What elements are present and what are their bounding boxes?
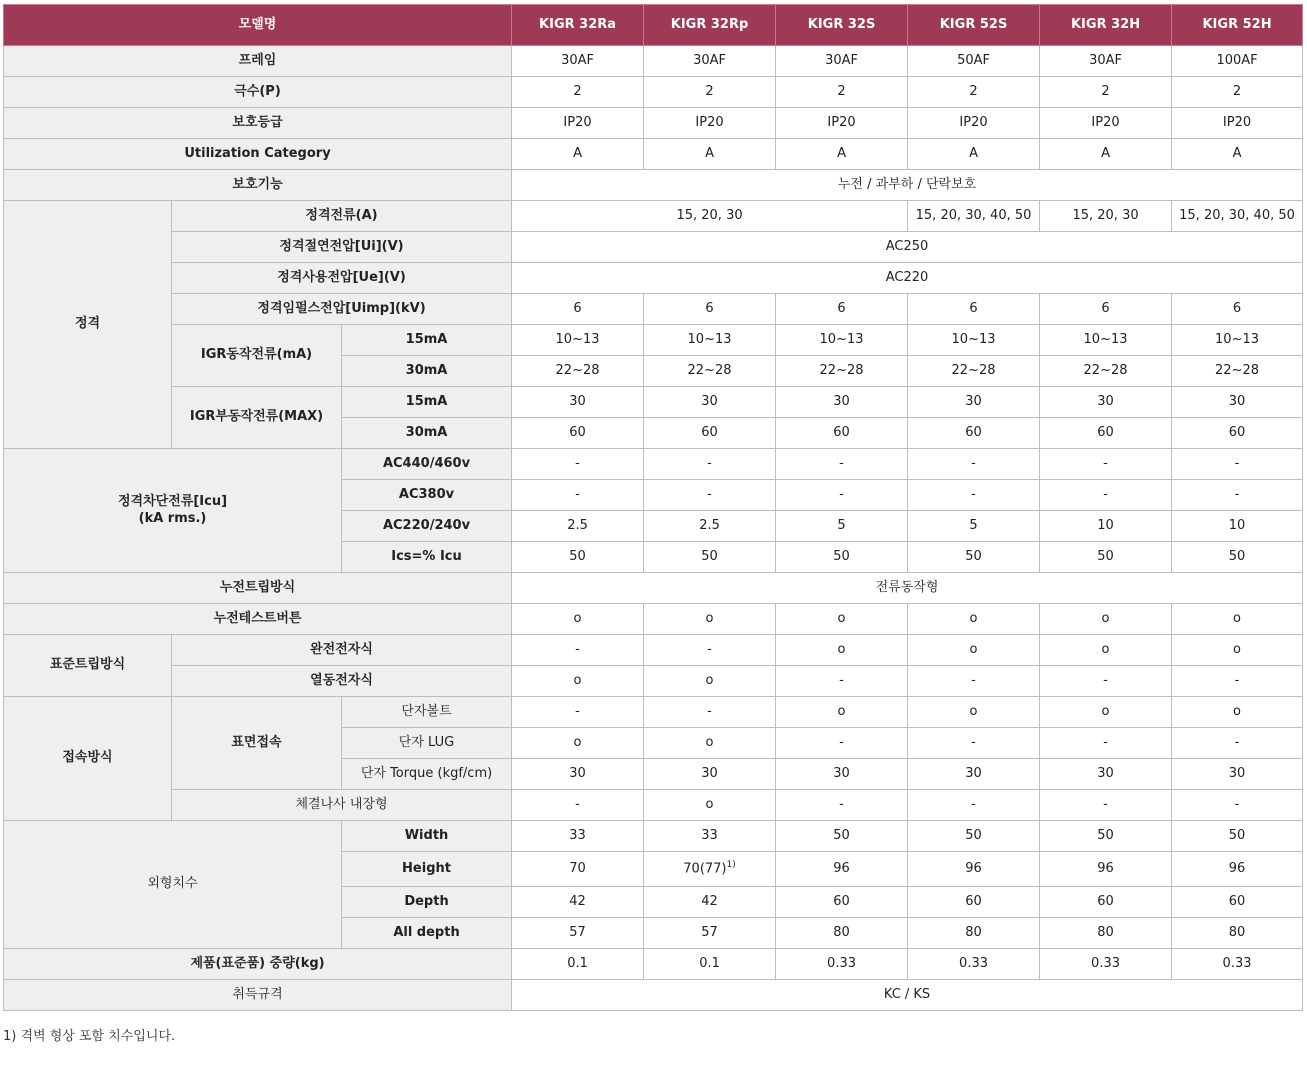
cell: IP20 [1040, 108, 1172, 139]
cell: 30AF [512, 46, 644, 77]
cell: o [1172, 697, 1303, 728]
cell: 30 [908, 387, 1040, 418]
cell: 2.5 [644, 511, 776, 542]
row-screw [4, 790, 1303, 821]
cell: - [644, 697, 776, 728]
cell: - [512, 790, 644, 821]
cell: - [1172, 449, 1303, 480]
cell: 60 [776, 418, 908, 449]
cell: o [512, 728, 644, 759]
cell: 80 [1172, 918, 1303, 949]
cell: 0.33 [1040, 949, 1172, 980]
group-label-connection: 접속방식 [4, 697, 172, 821]
cell: - [776, 480, 908, 511]
cell: 10 [1040, 511, 1172, 542]
row-label: Width [342, 821, 512, 852]
row-utilization [4, 139, 1303, 170]
cell: 15, 20, 30, 40, 50 [908, 201, 1040, 232]
header-model: KIGR 52S [908, 5, 1040, 46]
cell: 2.5 [512, 511, 644, 542]
cell: A [644, 139, 776, 170]
cell: o [1172, 604, 1303, 635]
row-label: 취득규격 [4, 980, 512, 1011]
cell: 전류동작형 [512, 573, 1303, 604]
row-label: 보호등급 [4, 108, 512, 139]
cell: o [1040, 635, 1172, 666]
row-label: 30mA [342, 418, 512, 449]
cell: o [644, 666, 776, 697]
row-protection-function [4, 170, 1303, 201]
cell: 30 [1040, 387, 1172, 418]
group-label-breaking [4, 449, 342, 573]
cell: 50AF [908, 46, 1040, 77]
cell: o [908, 697, 1040, 728]
header-model: KIGR 32S [776, 5, 908, 46]
cell: 10~13 [644, 325, 776, 356]
row-label: Ics=% Icu [342, 542, 512, 573]
header-model-label: 모델명 [4, 5, 512, 46]
row-certification [4, 980, 1303, 1011]
cell: 15, 20, 30 [1040, 201, 1172, 232]
cell: 70 [512, 852, 644, 887]
cell: 57 [644, 918, 776, 949]
cell: - [1040, 790, 1172, 821]
cell: 42 [644, 887, 776, 918]
cell: AC220 [512, 263, 1303, 294]
cell: 60 [644, 418, 776, 449]
row-label: 누전트립방식 [4, 573, 512, 604]
cell: - [512, 635, 644, 666]
cell: - [908, 449, 1040, 480]
group-label-rating: 정격 [4, 201, 172, 449]
row-label: 프레임 [4, 46, 512, 77]
cell: 50 [776, 821, 908, 852]
cell: 50 [1172, 542, 1303, 573]
cell: 6 [776, 294, 908, 325]
row-label: AC440/460v [342, 449, 512, 480]
cell: 10 [1172, 511, 1303, 542]
footnote-marker: 1) [726, 860, 736, 871]
group-label-dimensions: 외형치수 [4, 821, 342, 949]
cell: 2 [1040, 77, 1172, 108]
row-label: 체결나사 내장형 [172, 790, 512, 821]
cell: IP20 [512, 108, 644, 139]
cell: 0.1 [512, 949, 644, 980]
cell: 22~28 [776, 356, 908, 387]
row-label: 단자 LUG [342, 728, 512, 759]
cell: A [1040, 139, 1172, 170]
cell: 10~13 [776, 325, 908, 356]
cell: 30 [512, 759, 644, 790]
cell: 50 [1040, 821, 1172, 852]
row-leak-trip [4, 573, 1303, 604]
row-label: Height [342, 852, 512, 887]
cell: - [1172, 790, 1303, 821]
cell: 6 [1040, 294, 1172, 325]
cell: 0.33 [776, 949, 908, 980]
cell: - [776, 790, 908, 821]
cell: - [908, 480, 1040, 511]
cell: 30 [1172, 387, 1303, 418]
cell: - [644, 449, 776, 480]
header-row [4, 5, 1303, 46]
cell: IP20 [644, 108, 776, 139]
cell: o [776, 604, 908, 635]
cell: - [1040, 666, 1172, 697]
row-label: 완전전자식 [172, 635, 512, 666]
row-label: 30mA [342, 356, 512, 387]
row-label: 단자볼트 [342, 697, 512, 728]
row-width [4, 821, 1303, 852]
row-label: All depth [342, 918, 512, 949]
cell: o [1172, 635, 1303, 666]
cell: 22~28 [512, 356, 644, 387]
row-weight [4, 949, 1303, 980]
cell: 15, 20, 30 [512, 201, 908, 232]
cell: 30AF [1040, 46, 1172, 77]
cell: 10~13 [908, 325, 1040, 356]
row-label: Depth [342, 887, 512, 918]
cell: - [1172, 666, 1303, 697]
cell: o [776, 635, 908, 666]
row-label: 단자 Torque (kgf/cm) [342, 759, 512, 790]
row-label: 정격임펄스전압[Uimp](kV) [172, 294, 512, 325]
row-protection-grade [4, 108, 1303, 139]
header-model: KIGR 32Ra [512, 5, 644, 46]
cell: 30 [1172, 759, 1303, 790]
cell: 30AF [776, 46, 908, 77]
cell: 80 [1040, 918, 1172, 949]
row-label: 보호기능 [4, 170, 512, 201]
cell: 30 [908, 759, 1040, 790]
cell: 100AF [1172, 46, 1303, 77]
cell: 22~28 [908, 356, 1040, 387]
cell: 6 [908, 294, 1040, 325]
cell: IP20 [776, 108, 908, 139]
cell: 96 [776, 852, 908, 887]
cell: 30 [1040, 759, 1172, 790]
cell: 30AF [644, 46, 776, 77]
cell: - [908, 666, 1040, 697]
cell: 33 [644, 821, 776, 852]
cell: 2 [776, 77, 908, 108]
cell: 10~13 [512, 325, 644, 356]
row-label: 15mA [342, 387, 512, 418]
cell: 60 [908, 418, 1040, 449]
cell: 30 [776, 759, 908, 790]
group-label-std-trip: 표준트립방식 [4, 635, 172, 697]
row-label: 15mA [342, 325, 512, 356]
row-ue [4, 263, 1303, 294]
cell: - [644, 635, 776, 666]
cell: IP20 [1172, 108, 1303, 139]
cell: o [1040, 604, 1172, 635]
cell: o [908, 635, 1040, 666]
cell: 50 [644, 542, 776, 573]
cell: 22~28 [644, 356, 776, 387]
cell: - [1172, 728, 1303, 759]
row-frame [4, 46, 1303, 77]
cell: 60 [776, 887, 908, 918]
cell: 30 [776, 387, 908, 418]
row-igr-nonop-15 [4, 387, 1303, 418]
cell: - [1040, 449, 1172, 480]
cell: o [512, 604, 644, 635]
cell: o [1040, 697, 1172, 728]
cell: A [908, 139, 1040, 170]
row-label: 정격절연전압[Ui](V) [172, 232, 512, 263]
cell: 80 [908, 918, 1040, 949]
footnote: 1) 격벽 형상 포함 치수입니다. [3, 1029, 176, 1044]
row-label: AC380v [342, 480, 512, 511]
cell: 2 [512, 77, 644, 108]
header-model: KIGR 52H [1172, 5, 1303, 46]
cell: o [644, 604, 776, 635]
cell: 5 [908, 511, 1040, 542]
cell: - [1172, 480, 1303, 511]
row-bolt [4, 697, 1303, 728]
cell: - [908, 790, 1040, 821]
cell: 2 [1172, 77, 1303, 108]
cell: - [776, 449, 908, 480]
cell: 60 [908, 887, 1040, 918]
row-igr-op-15 [4, 325, 1303, 356]
row-ac440 [4, 449, 1303, 480]
row-rated-current [4, 201, 1303, 232]
cell: 30 [644, 759, 776, 790]
cell-value: 70(77) [683, 861, 727, 877]
cell: 60 [1172, 418, 1303, 449]
cell: 누전 / 과부하 / 단락보호 [512, 170, 1303, 201]
cell: 50 [908, 821, 1040, 852]
row-label: 정격전류(A) [172, 201, 512, 232]
row-label: 극수(P) [4, 77, 512, 108]
cell: - [512, 449, 644, 480]
cell: 0.33 [908, 949, 1040, 980]
cell: 50 [1040, 542, 1172, 573]
breaking-label-line2: (kA rms.) [138, 510, 207, 526]
cell: 60 [1172, 887, 1303, 918]
cell: A [512, 139, 644, 170]
cell: - [512, 480, 644, 511]
cell: 15, 20, 30, 40, 50 [1172, 201, 1303, 232]
cell: 5 [776, 511, 908, 542]
cell: 50 [512, 542, 644, 573]
cell: - [1040, 728, 1172, 759]
cell: o [644, 728, 776, 759]
cell: 6 [512, 294, 644, 325]
row-label: 제품(표준품) 중량(kg) [4, 949, 512, 980]
cell: 6 [644, 294, 776, 325]
cell: 50 [776, 542, 908, 573]
cell [644, 852, 776, 887]
row-label: Utilization Category [4, 139, 512, 170]
cell: AC250 [512, 232, 1303, 263]
row-electronic [4, 635, 1303, 666]
cell: 33 [512, 821, 644, 852]
cell: o [644, 790, 776, 821]
cell: 0.33 [1172, 949, 1303, 980]
cell: o [512, 666, 644, 697]
spec-table [3, 4, 1303, 1011]
subgroup-label: IGR부동작전류(MAX) [172, 387, 342, 449]
cell: - [1040, 480, 1172, 511]
row-leak-test [4, 604, 1303, 635]
cell: 30 [512, 387, 644, 418]
cell: 6 [1172, 294, 1303, 325]
cell: 50 [1172, 821, 1303, 852]
row-label: 열동전자식 [172, 666, 512, 697]
row-poles [4, 77, 1303, 108]
row-label: 정격사용전압[Ue](V) [172, 263, 512, 294]
cell: 60 [1040, 887, 1172, 918]
cell: - [776, 728, 908, 759]
cell: 22~28 [1172, 356, 1303, 387]
cell: 10~13 [1172, 325, 1303, 356]
breaking-label-line1: 정격차단전류[Icu] [117, 494, 228, 510]
cell: 2 [908, 77, 1040, 108]
cell: IP20 [908, 108, 1040, 139]
cell: - [908, 728, 1040, 759]
row-thermal [4, 666, 1303, 697]
cell: 96 [1040, 852, 1172, 887]
cell: 30 [644, 387, 776, 418]
row-ui [4, 232, 1303, 263]
subgroup-label: 표면접속 [172, 697, 342, 790]
cell: o [908, 604, 1040, 635]
cell: 0.1 [644, 949, 776, 980]
cell: 2 [644, 77, 776, 108]
cell: A [776, 139, 908, 170]
cell: - [776, 666, 908, 697]
cell: 22~28 [1040, 356, 1172, 387]
cell: 10~13 [1040, 325, 1172, 356]
cell: - [512, 697, 644, 728]
cell: 50 [908, 542, 1040, 573]
row-label: 누전테스트버튼 [4, 604, 512, 635]
cell: 96 [908, 852, 1040, 887]
cell: 60 [1040, 418, 1172, 449]
row-label: AC220/240v [342, 511, 512, 542]
header-model: KIGR 32Rp [644, 5, 776, 46]
cell: KC / KS [512, 980, 1303, 1011]
cell: 42 [512, 887, 644, 918]
cell: 60 [512, 418, 644, 449]
header-model: KIGR 32H [1040, 5, 1172, 46]
cell: A [1172, 139, 1303, 170]
cell: o [776, 697, 908, 728]
cell: 57 [512, 918, 644, 949]
cell: 96 [1172, 852, 1303, 887]
row-uimp [4, 294, 1303, 325]
cell: - [644, 480, 776, 511]
cell: 80 [776, 918, 908, 949]
subgroup-label: IGR동작전류(mA) [172, 325, 342, 387]
